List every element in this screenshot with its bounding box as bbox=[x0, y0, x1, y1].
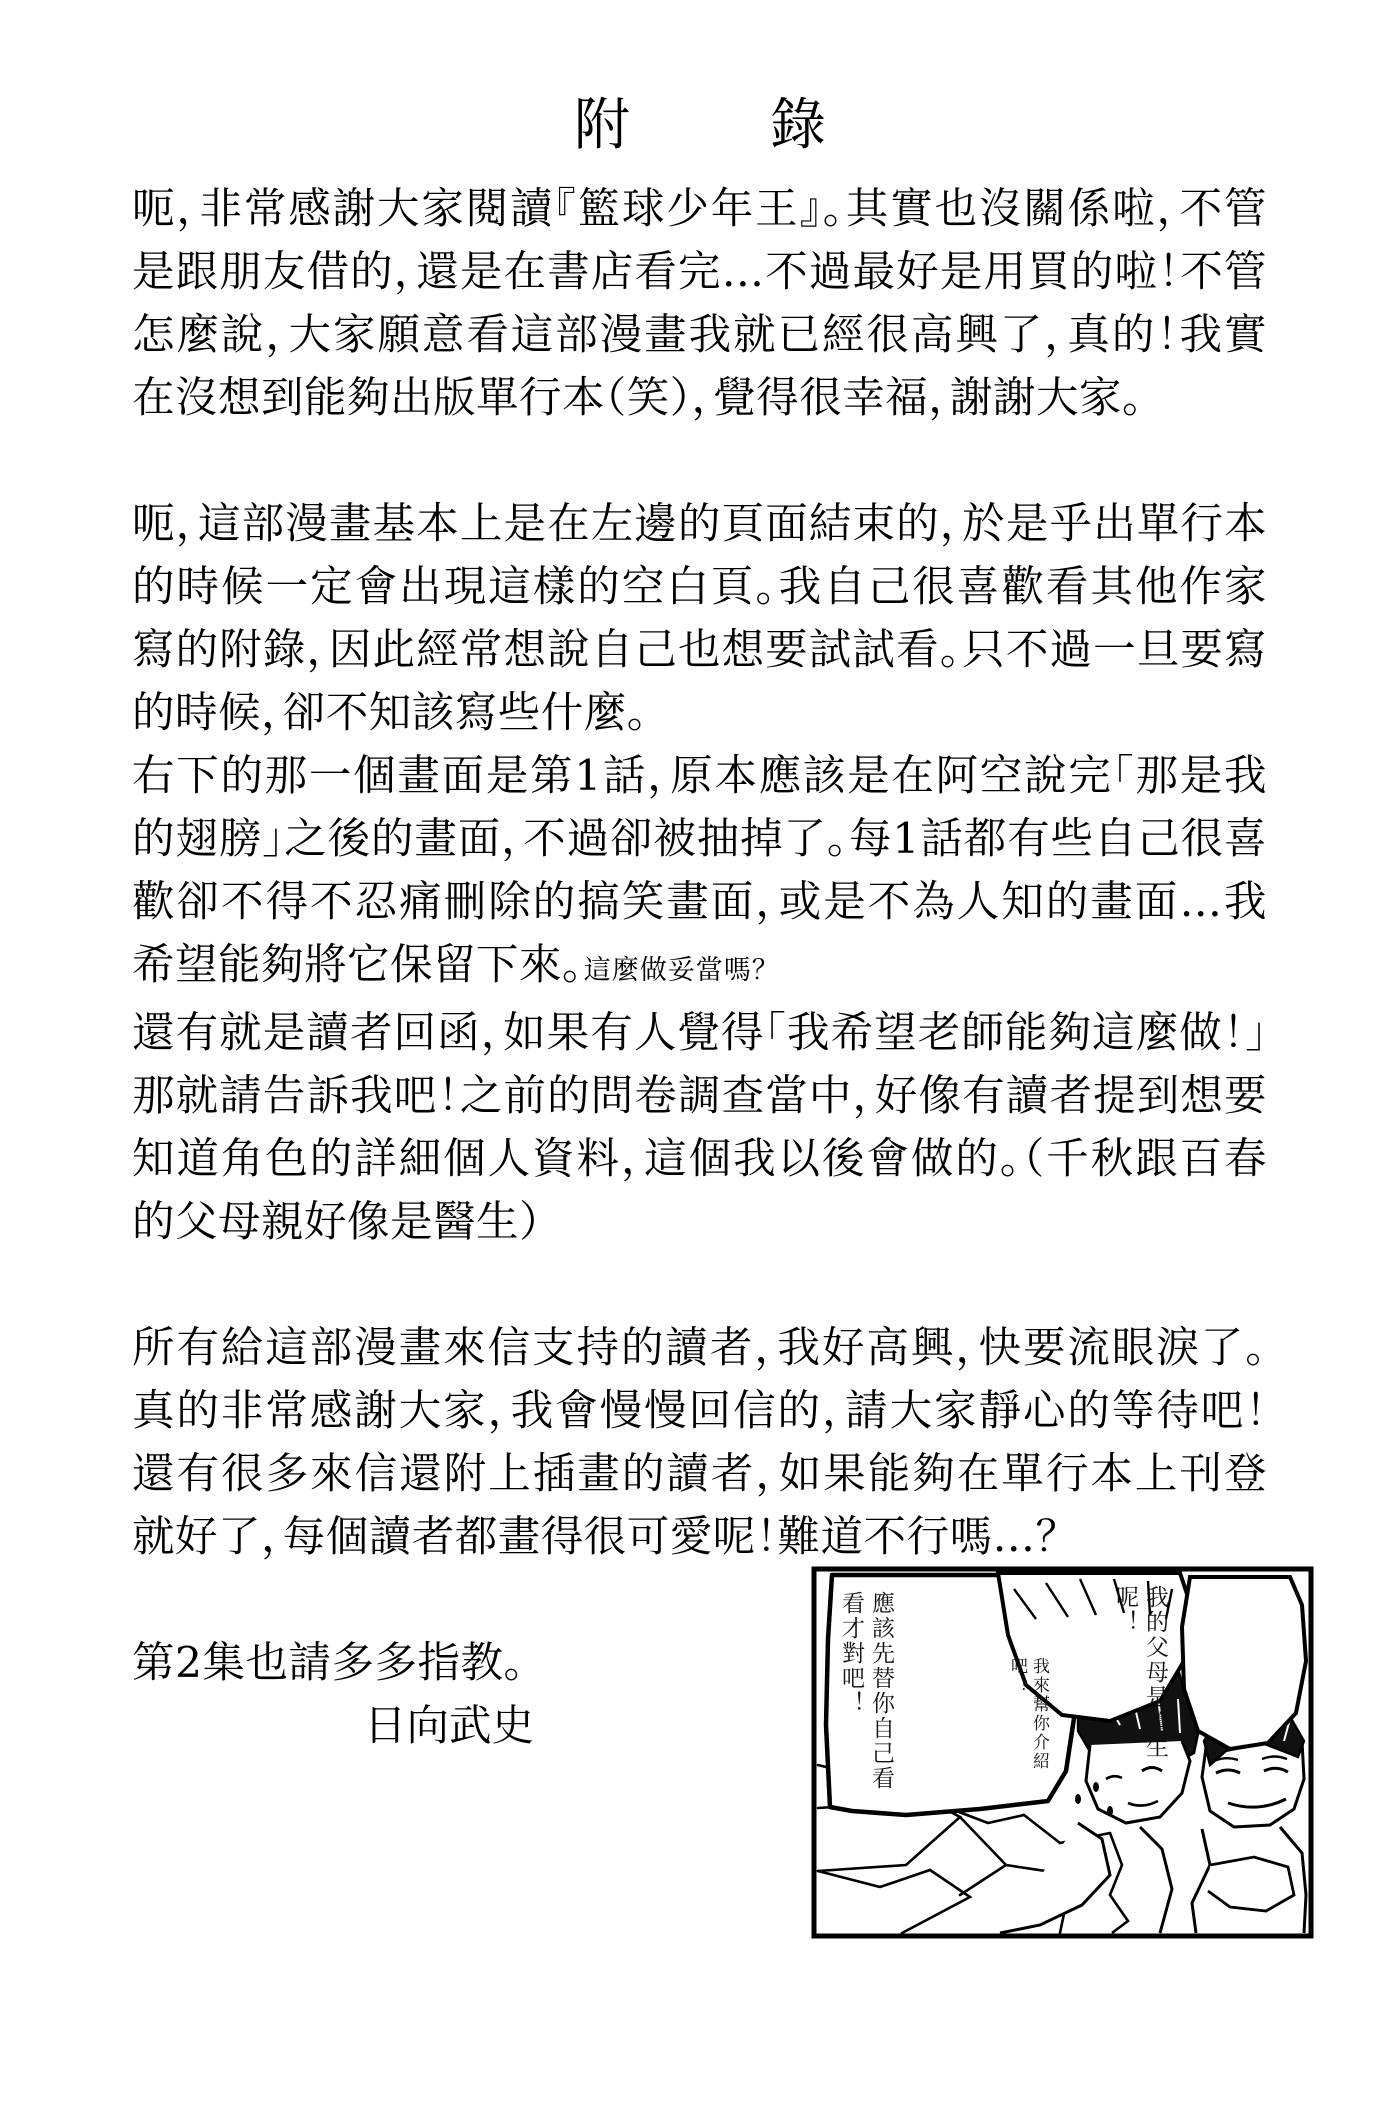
author-signature: 日向武史 bbox=[364, 1702, 535, 1751]
paragraph-3-text: 右下的那一個畫面是第1話，原本應該是在阿空說完「那是我的翅膀」之後的畫面，不過卻被抽掉了。每1話都有些自己很喜歡卻不得不忍痛刪除的搞笑畫面，或是不為人知的畫面…我希望能夠將它保留下來。 bbox=[132, 752, 1267, 990]
paragraph-spacer bbox=[132, 430, 1267, 493]
paragraph-5: 所有給這部漫畫來信支持的讀者，我好高興，快要流眼淚了。真的非常感謝大家，我會慢慢回信的，請大家靜心的等待吧！還有很多來信還附上插畫的讀者，如果能夠在單行本上刊登就好了，每個讀者都畫得很可愛呢！難道不行嗎…？ bbox=[132, 1324, 1267, 1562]
speech-bubble-left-text: 應該先替你自己看看才對吧！ bbox=[838, 1591, 894, 1791]
paragraph-2: 呃，這部漫畫基本上是在左邊的頁面結束的，於是乎出單行本的時候一定會出現這樣的空白頁。我自己很喜歡看其他作家寫的附錄，因此經常想說自己也想要試試看。只不過一旦要寫的時候，卻不知該寫些什麼。 bbox=[132, 500, 1267, 738]
paragraph-3-inline-note: 這麼做妥當嗎？ bbox=[583, 955, 767, 986]
speech-bubble-right-text: 我的父母是醫生呢！ bbox=[1112, 1585, 1168, 1760]
paragraph-4: 還有就是讀者回函，如果有人覺得「我希望老師能夠這麼做！」那就請告訴我吧！之前的問卷調查當中，好像有讀者提到想要知道角色的詳細個人資料，這個我以後會做的。（千秋跟百春的父母親好像是醫生） bbox=[132, 1009, 1267, 1247]
paragraph-3 bbox=[132, 745, 1267, 1002]
paragraph-spacer-2 bbox=[132, 1254, 1267, 1317]
paragraph-1: 呃，非常感謝大家閱讀『籃球少年王』。其實也沒關係啦，不管是跟朋友借的，還是在書店看完…不過最好是用買的啦！不管怎麼說，大家願意看這部漫畫我就已經很高興了，真的！我實在沒想到能夠出版單行本（笑），覺得很幸福，謝謝大家。 bbox=[132, 185, 1267, 423]
speech-bubble-right bbox=[1182, 1577, 1306, 1749]
page-title: 附 錄 bbox=[574, 93, 868, 158]
afterword-body bbox=[132, 178, 1267, 1758]
manga-panel bbox=[810, 1565, 1315, 1940]
closing-line: 第2集也請多多指教。 bbox=[132, 1639, 526, 1688]
speech-bubble-middle-text: 我來幫你介紹吧！ bbox=[1007, 1657, 1049, 1771]
